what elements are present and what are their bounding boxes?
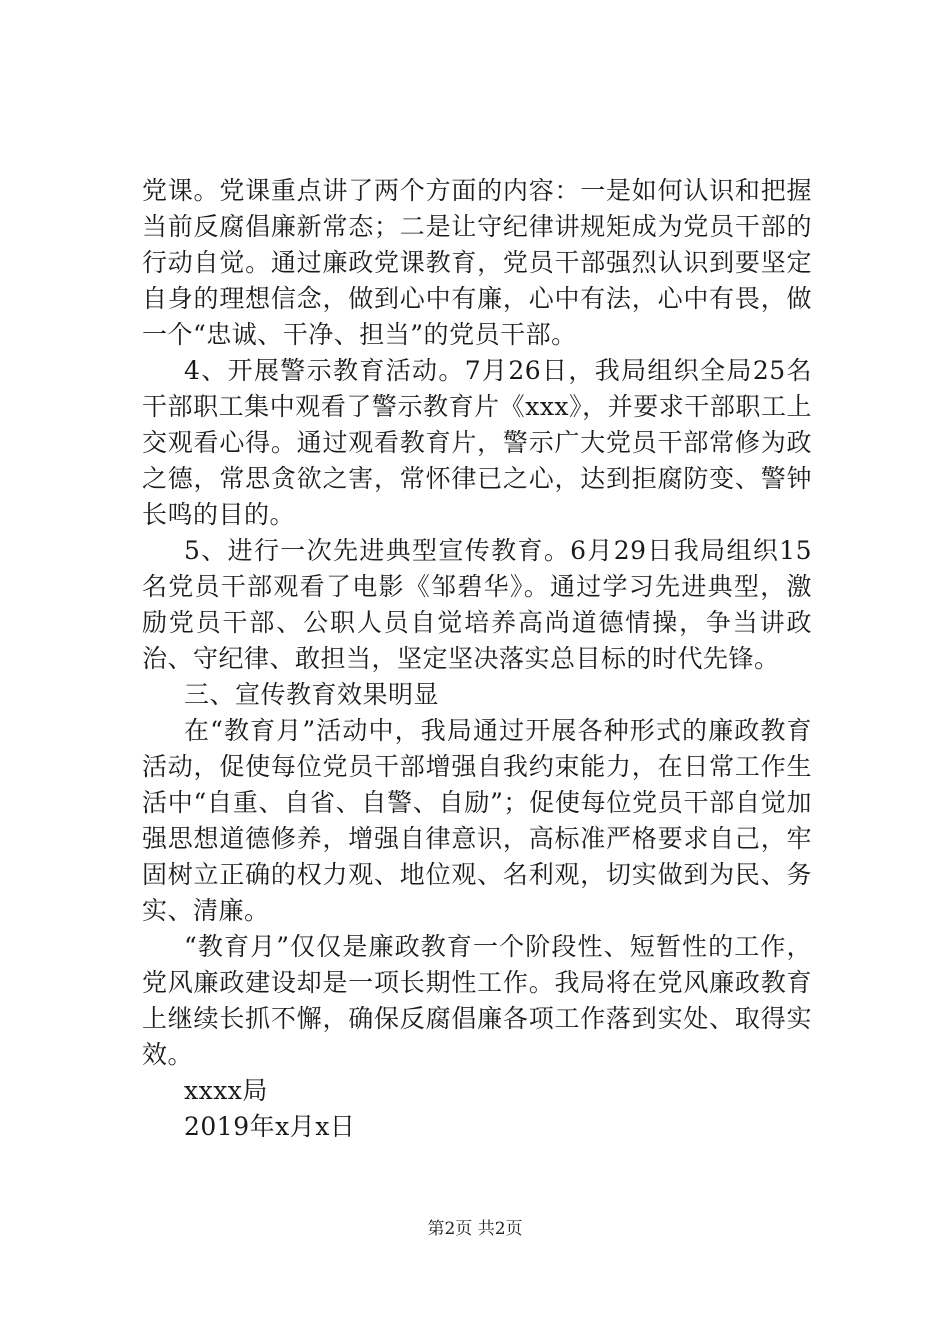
signature-bureau: xxxx局 bbox=[184, 1076, 268, 1105]
signature-date: 2019年x月x日 bbox=[184, 1112, 356, 1141]
paragraph-effects: 在“教育月”活动中，我局通过开展各种形式的廉政教育活动，促使每位党员干部增强自我约束能力，在日常工作生活中“自重、自省、自警、自励”；促使每位党员干部自觉加强思想道德修养，增强自律意识，高标准严格要求自己，牢固树立正确的权力观、地位观、名利观，切实做到为民、务实、清廉。 bbox=[142, 716, 812, 925]
paragraph-model-education: 5、进行一次先进典型宣传教育。6月29日我局组织15名党员干部观看了电影《邹碧华》。通过学习先进典型，激励党员干部、公职人员自觉培养高尚道德情操，争当讲政治、守纪律、敢担当，坚定坚决落实总目标的时代先锋。 bbox=[142, 536, 812, 673]
paragraph-warning-education: 4、开展警示教育活动。7月26日，我局组织全局25名干部职工集中观看了警示教育片《xxx》，并要求干部职工上交观看心得。通过观看教育片，警示广大党员干部常修为政之德，常思贪欲之害，常怀律已之心，达到拒腐防变、警钟长鸣的目的。 bbox=[142, 356, 812, 529]
paragraph-party-lecture: 党课。党课重点讲了两个方面的内容：一是如何认识和把握当前反腐倡廉新常态；二是让守纪律讲规矩成为党员干部的行动自觉。通过廉政党课教育，党员干部强烈认识到要坚定自身的理想信念，做到心中有廉，心中有法，心中有畏，做一个“忠诚、干净、担当”的党员干部。 bbox=[142, 176, 812, 349]
section-heading-effects: 三、宣传教育效果明显 bbox=[184, 680, 440, 709]
paragraph-conclusion: “教育月”仅仅是廉政教育一个阶段性、短暂性的工作，党风廉政建设却是一项长期性工作。我局将在党风廉政教育上继续长抓不懈，确保反腐倡廉各项工作落到实处、取得实效。 bbox=[142, 932, 812, 1069]
document-body bbox=[142, 173, 812, 1145]
page-number-footer: 第2页 共2页 bbox=[427, 1219, 523, 1239]
